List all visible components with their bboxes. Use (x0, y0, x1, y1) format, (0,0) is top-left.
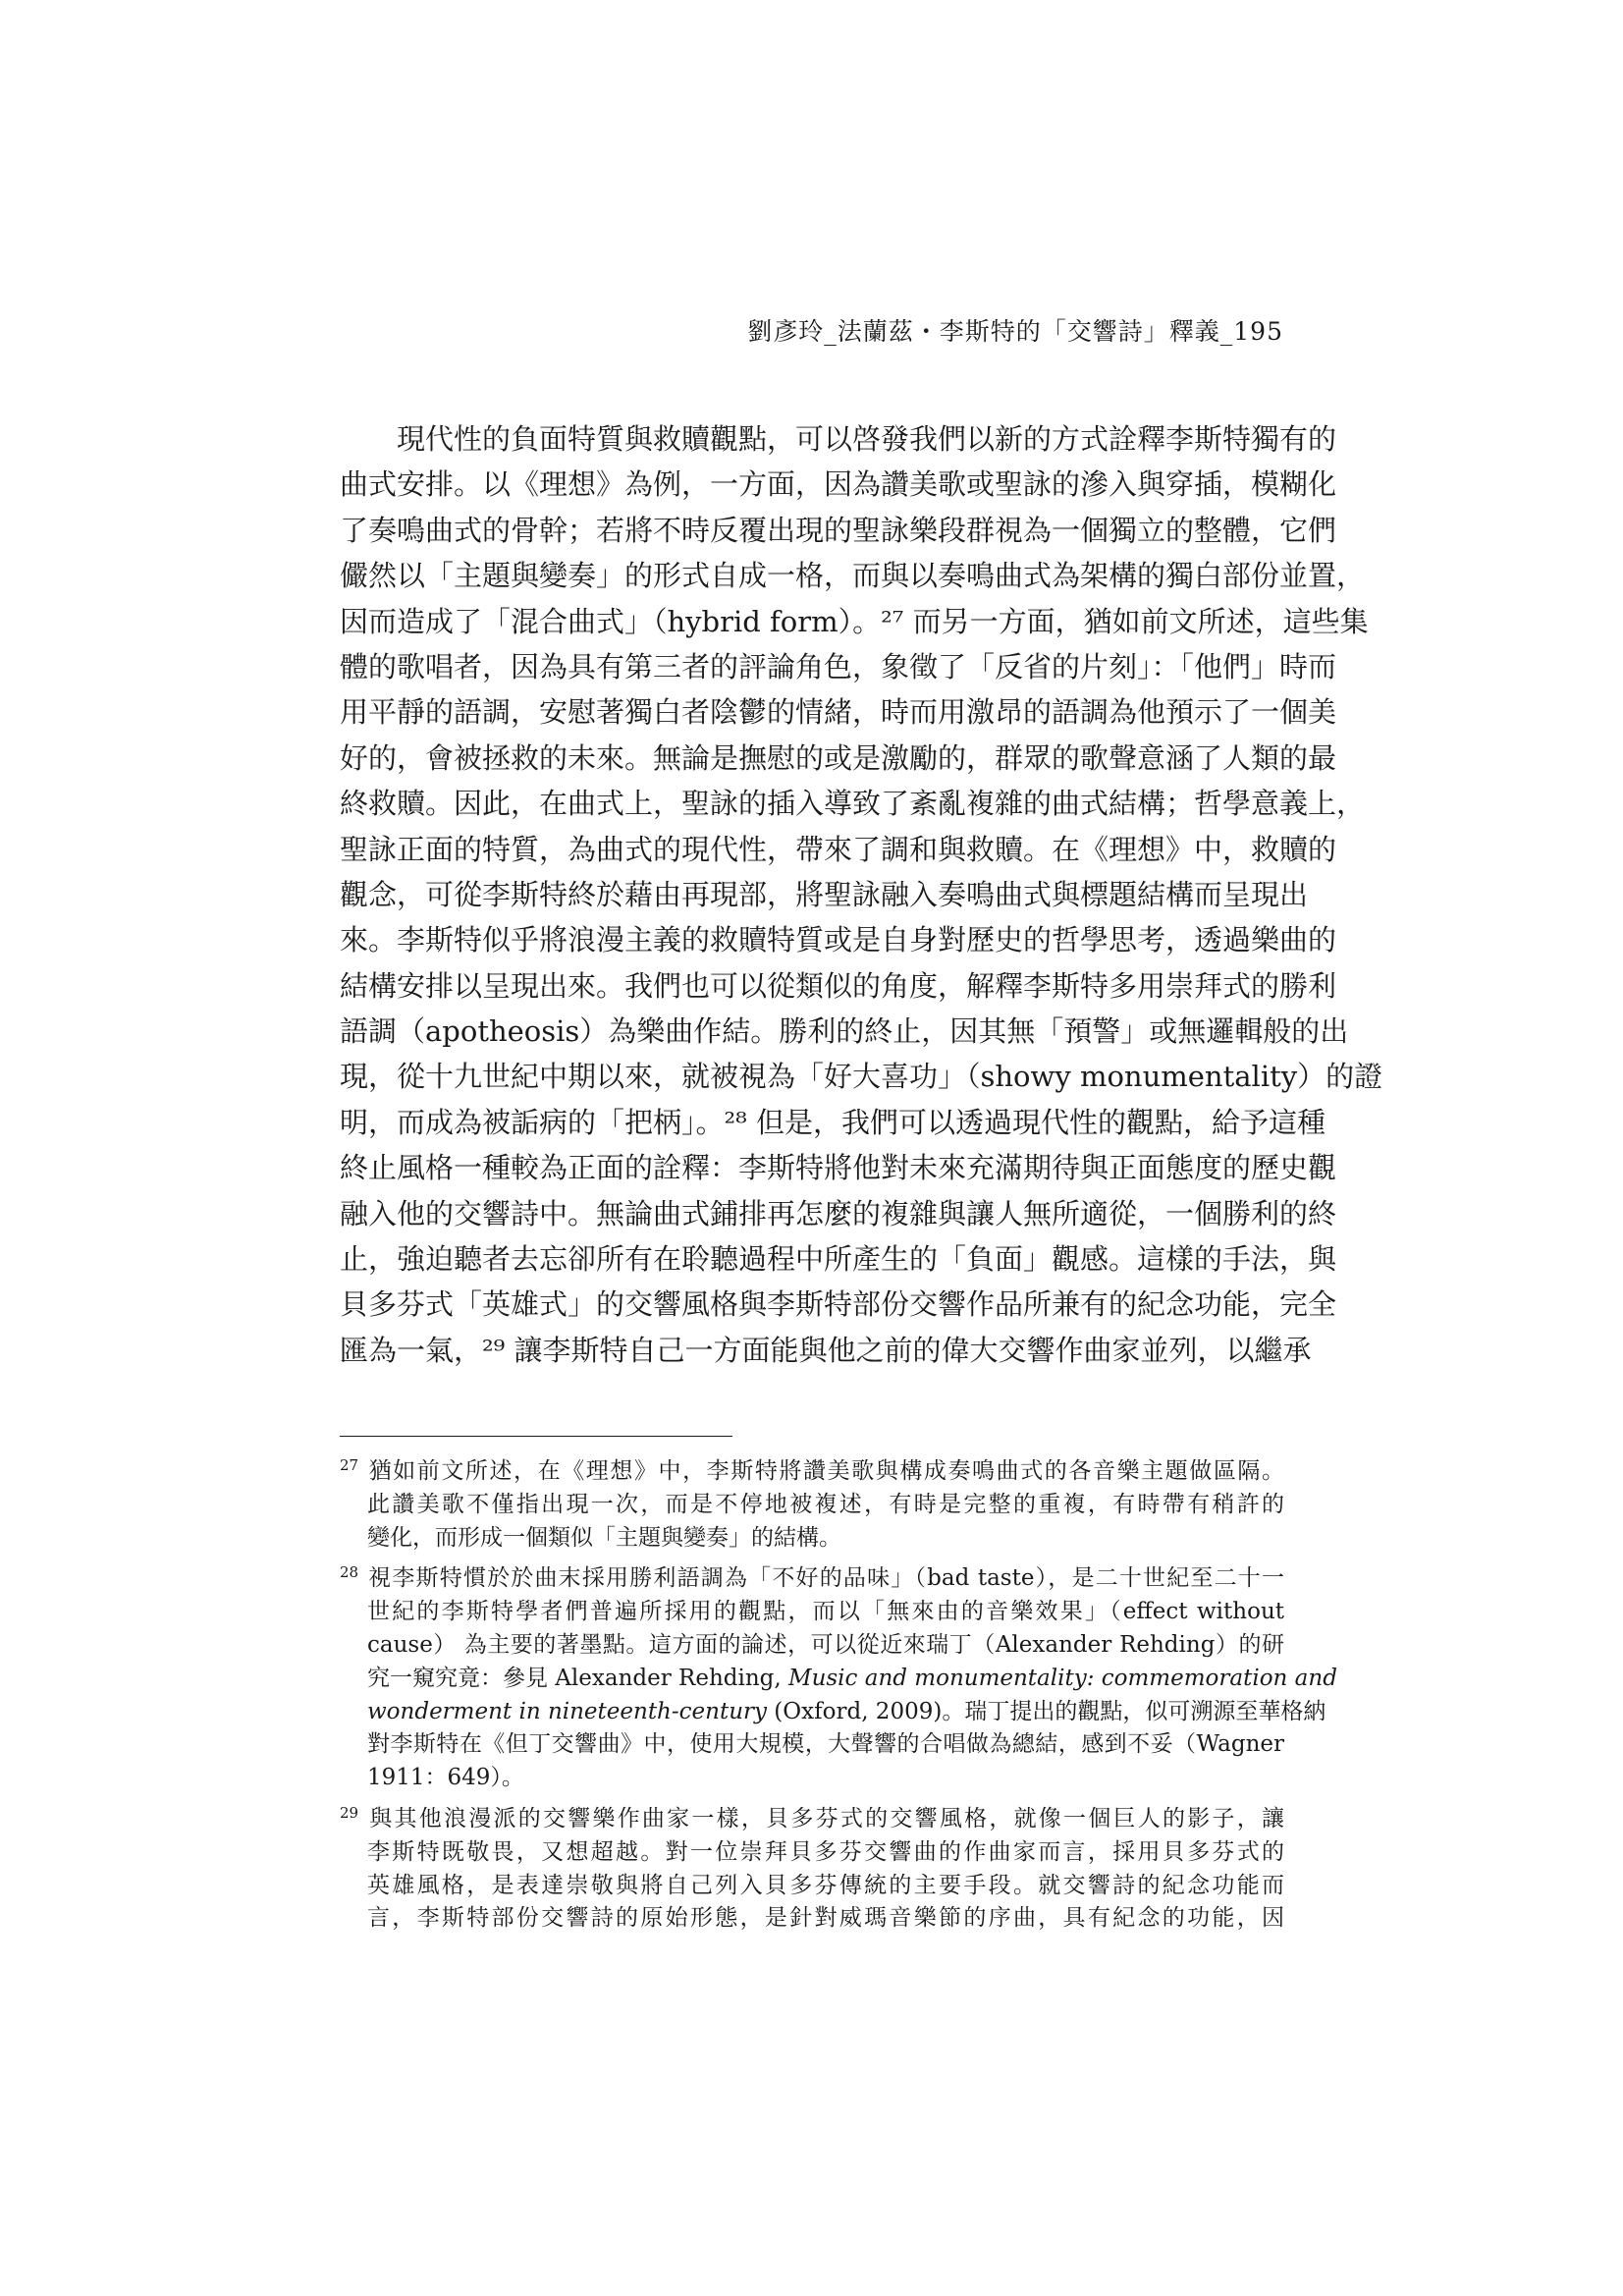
body-line: 終救贖。因此，在曲式上，聖詠的插入導致了紊亂複雜的曲式結構；哲學意義上， (340, 787, 1366, 821)
body-text (340, 416, 1383, 1373)
body-line: 結構安排以呈現出來。我們也可以從類似的角度，解釋李斯特多用崇拜式的勝利 (340, 968, 1337, 1003)
body-line: 體的歌唱者，因為具有第三者的評論角色，象徵了「反省的片刻」：「他們」時而 (340, 649, 1337, 683)
body-line: 終止風格一種較為正面的詮釋：李斯特將他對未來充滿期待與正面態度的歷史觀 (340, 1151, 1337, 1185)
footnote-line (340, 1455, 1284, 1489)
body-line: 語調（apotheosis）為樂曲作結。勝利的終止，因其無「預警」或無邏輯般的出 (340, 1014, 1349, 1049)
body-line: 來。李斯特似乎將浪漫主義的救贖特質或是自身對歷史的哲學思考，透過樂曲的 (340, 923, 1337, 957)
footnote-line: 李斯特既敬畏，又想超越。對一位崇拜貝多芬交響曲的作曲家而言，採用貝多芬式的 (367, 1838, 1284, 1865)
body-line: 聖詠正面的特質，為曲式的現代性，帶來了調和與救贖。在《理想》中，救贖的 (340, 832, 1337, 866)
footnote-line: cause） 為主要的著墨點。這方面的論述，可以從近來瑞丁（Alexander Rehding）的研 (367, 1631, 1284, 1658)
body-line: 現代性的負面特質與救贖觀點，可以啓發我們以新的方式詮釋李斯特獨有的 (397, 422, 1337, 456)
body-line: 貝多芬式「英雄式」的交響風格與李斯特部份交響作品所兼有的紀念功能，完全 (340, 1287, 1337, 1322)
footnote-line (340, 1696, 1326, 1729)
footnote-line: 世紀的李斯特學者們普遍所採用的觀點，而以「無來由的音樂效果」（effect without (367, 1599, 1284, 1625)
body-line: 融入他的交響詩中。無論曲式鋪排再怎麼的複雜與讓人無所適從，一個勝利的終 (340, 1196, 1337, 1230)
footnote-line: 英雄風格，是表達崇敬與將自己列入貝多芬傳統的主要手段。就交響詩的紀念功能而 (367, 1872, 1284, 1898)
body-line: 現，從十九世紀中期以來，就被視為「好大喜功」（showy monumentality）的證 (340, 1060, 1383, 1094)
body-line: 觀念，可從李斯特終於藉由再現部，將聖詠融入奏鳴曲式與標題結構而呈現出 (340, 877, 1309, 911)
book-title: wonderment in nineteenth-century (367, 1698, 767, 1724)
footnote-line (340, 1562, 1284, 1596)
footnote-number: 28 (340, 1563, 359, 1582)
running-header: 劉彥玲_法蘭茲・李斯特的「交響詩」釋義_195 (747, 317, 1283, 346)
footnote-text: 與其他浪漫派的交響樂作曲家一樣，貝多芬式的交響風格，就像一個巨人的影子，讓 (367, 1805, 1284, 1831)
footnote-29 (340, 1803, 1284, 1936)
footnote-line: 此讚美歌不僅指出現一次，而是不停地被複述，有時是完整的重複，有時帶有稍許的 (367, 1491, 1284, 1517)
footnote-number: 27 (340, 1456, 359, 1474)
body-line: 止，強迫聽者去忘卻所有在聆聽過程中所產生的「負面」觀感。這樣的手法，與 (340, 1242, 1337, 1277)
body-line: 了奏鳴曲式的骨幹；若將不時反覆出現的聖詠樂段群視為一個獨立的整體，它們 (340, 513, 1337, 547)
footnote-28 (340, 1562, 1337, 1795)
footnote-line (340, 1663, 1337, 1696)
body-line: 因而造成了「混合曲式」（hybrid form）。²⁷ 而另一方面，猶如前文所述，這些集 (340, 604, 1369, 638)
footnote-line: 變化，而形成一個類似「主題與變奏」的結構。 (367, 1524, 841, 1551)
body-line: 用平靜的語調，安慰著獨白者陰鬱的情緒，時而用激昂的語調為他預示了一個美 (340, 695, 1337, 730)
footnote-line: 1911：649）。 (367, 1765, 524, 1791)
footnote-27 (340, 1455, 1284, 1555)
footnote-divider (340, 1436, 732, 1437)
footnote-text: 猶如前文所述，在《理想》中，李斯特將讚美歌與構成奏鳴曲式的各音樂主題做區隔。 (367, 1458, 1284, 1484)
body-line: 曲式安排。以《理想》為例，一方面，因為讚美歌或聖詠的滲入與穿插，模糊化 (340, 467, 1337, 502)
footnote-line: 言，李斯特部份交響詩的原始形態，是針對威瑪音樂節的序曲，具有紀念的功能，因 (367, 1905, 1284, 1932)
body-line: 儼然以「主題與變奏」的形式自成一格，而與以奏鳴曲式為架構的獨白部份並置， (340, 559, 1366, 593)
body-line: 匯為一氣，²⁹ 讓李斯特自己一方面能與他之前的偉大交響作曲家並列，以繼承 (340, 1333, 1312, 1367)
body-line: 明，而成為被詬病的「把柄」。²⁸ 但是，我們可以透過現代性的觀點，給予這種 (340, 1105, 1325, 1139)
footnote-line (340, 1803, 1284, 1836)
footnote-number: 29 (340, 1803, 359, 1822)
body-line: 好的，會被拯救的未來。無論是撫慰的或是激勵的，群眾的歌聲意涵了人類的最 (340, 740, 1337, 775)
footnotes (340, 1455, 1337, 1943)
footnote-line: 對李斯特在《但丁交響曲》中，使用大規模，大聲響的合唱做為總結，感到不妥（Wagner (367, 1731, 1284, 1758)
footnote-text: 究一窺究竟：參見 Alexander Rehding, (367, 1665, 789, 1691)
book-title: Music and monumentality: commemoration and (788, 1665, 1337, 1691)
footnote-text: (Oxford, 2009)。瑞丁提出的觀點，似可溯源至華格納 (767, 1698, 1326, 1724)
footnote-text: 視李斯特慣於於曲末採用勝利語調為「不好的品味」（bad taste），是二十世紀至二十一 (367, 1565, 1284, 1592)
